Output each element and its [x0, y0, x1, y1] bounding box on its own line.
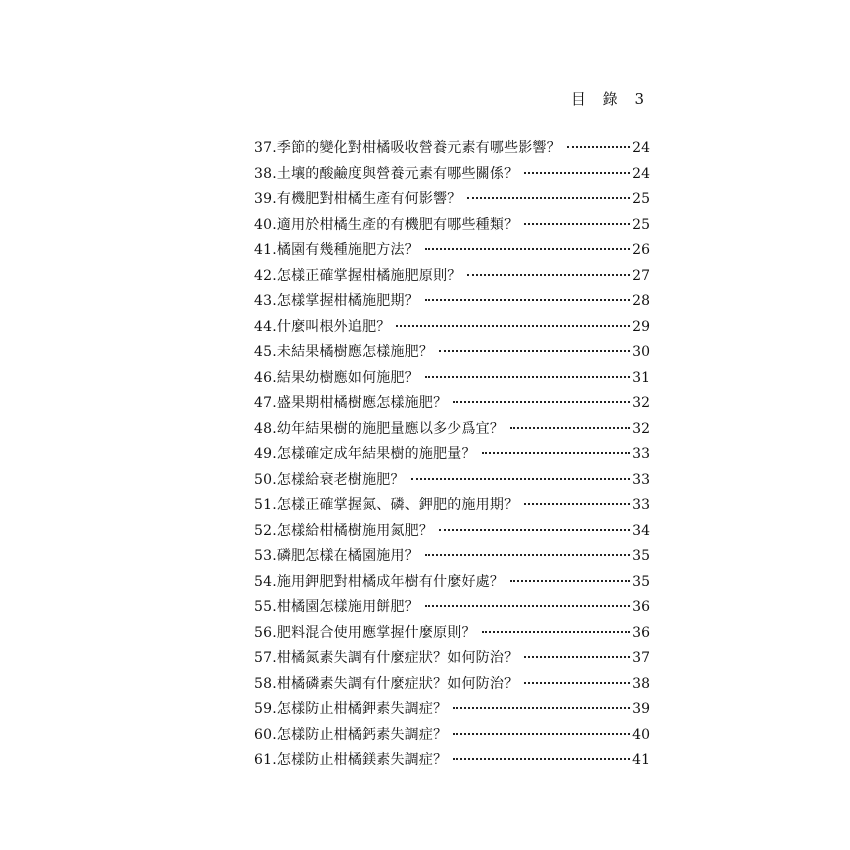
toc-entry [254, 315, 650, 341]
toc-entry-title: 52.怎樣給柑橘樹施用氮肥？ [254, 522, 434, 539]
dot-leader [524, 656, 630, 658]
toc-entry-title: 43.怎樣掌握柑橘施肥期？ [254, 293, 419, 309]
toc-entry-title: 48.幼年結果樹的施肥量應以多少爲宜？ [254, 420, 505, 437]
toc-entry-page-number: 32 [632, 420, 650, 437]
toc-entry-page-number: 38 [632, 675, 650, 692]
toc-entry-title: 54.施用鉀肥對柑橘成年樹有什麼好處？ [254, 573, 505, 590]
toc-entry [254, 162, 650, 188]
toc-entry [254, 442, 650, 468]
toc-entry [254, 187, 650, 213]
dot-leader [425, 605, 630, 607]
toc-entry-title: 55.柑橘園怎樣施用餅肥？ [254, 599, 419, 615]
toc-entry [254, 468, 650, 494]
dot-leader [411, 478, 631, 480]
toc-entry [254, 570, 650, 596]
toc-entry-page-number: 25 [632, 216, 650, 233]
toc-entry-title: 44.什麼叫根外追肥？ [254, 318, 391, 335]
dot-leader [439, 350, 630, 352]
toc-entry [254, 544, 650, 570]
toc-entry [254, 646, 650, 672]
toc-entry-page-number: 34 [632, 522, 650, 539]
dot-leader [453, 401, 630, 403]
toc-entry-page-number: 31 [632, 369, 650, 386]
dot-leader [524, 223, 630, 225]
toc-entry [254, 340, 650, 366]
toc-entry [254, 723, 650, 749]
toc-entry [254, 136, 650, 162]
toc-entry [254, 417, 650, 443]
toc-entry-page-number: 35 [632, 573, 650, 590]
dot-leader [425, 554, 630, 556]
toc-entry-title: 61.怎樣防止柑橘鎂素失調症？ [254, 752, 448, 768]
dot-leader [467, 197, 630, 199]
dot-leader [524, 503, 630, 505]
toc-entry [254, 264, 650, 290]
toc-entry-title: 42.怎樣正確掌握柑橘施肥原則？ [254, 267, 462, 284]
toc-entry-page-number: 25 [632, 191, 650, 207]
toc-entry-page-number: 36 [632, 599, 650, 615]
toc-entry [254, 697, 650, 723]
toc-entry-title: 51.怎樣正確掌握氮、磷、鉀肥的施用期？ [254, 497, 519, 513]
toc-entry-page-number: 40 [632, 726, 650, 743]
toc-entry-page-number: 30 [632, 344, 650, 360]
table-of-contents [254, 136, 650, 774]
running-header [571, 88, 650, 109]
toc-entry-title: 49.怎樣確定成年結果樹的施肥量？ [254, 446, 476, 462]
toc-entry [254, 289, 650, 315]
toc-entry-title: 53.磷肥怎樣在橘園施用？ [254, 548, 419, 564]
toc-entry-title: 57.柑橘氮素失調有什麼症狀？如何防治？ [254, 650, 519, 666]
toc-entry-title: 60.怎樣防止柑橘鈣素失調症？ [254, 726, 448, 743]
dot-leader [510, 427, 630, 429]
toc-entry-page-number: 24 [632, 165, 650, 182]
dot-leader [396, 325, 630, 327]
toc-entry [254, 748, 650, 774]
toc-entry [254, 621, 650, 647]
toc-entry-title: 58.柑橘磷素失調有什麼症狀？如何防治？ [254, 675, 519, 692]
toc-entry [254, 238, 650, 264]
dot-leader [482, 631, 631, 633]
toc-entry-title: 37.季節的變化對柑橘吸收營養元素有哪些影響？ [254, 140, 561, 156]
toc-entry [254, 391, 650, 417]
dot-leader [425, 248, 630, 250]
dot-leader [510, 580, 630, 582]
dot-leader [425, 299, 630, 301]
dot-leader [482, 452, 631, 454]
toc-entry-page-number: 33 [632, 497, 650, 513]
dot-leader [567, 146, 630, 148]
toc-entry-title: 38.土壤的酸鹼度與營養元素有哪些關係？ [254, 165, 519, 182]
toc-entry-title: 47.盛果期柑橘樹應怎樣施肥？ [254, 395, 448, 411]
toc-entry-page-number: 36 [632, 624, 650, 641]
toc-entry-page-number: 28 [632, 293, 650, 309]
header-page-number: 3 [634, 90, 650, 108]
header-section-title: 目 錄 [570, 90, 624, 108]
toc-entry [254, 519, 650, 545]
toc-entry-title: 46.結果幼樹應如何施肥？ [254, 369, 419, 386]
toc-entry-page-number: 39 [632, 701, 650, 717]
toc-entry-page-number: 32 [632, 395, 650, 411]
dot-leader [467, 274, 630, 276]
dot-leader [453, 733, 630, 735]
dot-leader [439, 529, 630, 531]
toc-entry-title: 41.橘園有幾種施肥方法？ [254, 242, 419, 258]
toc-entry-title: 56.肥料混合使用應掌握什麼原則？ [254, 624, 476, 641]
toc-entry-page-number: 33 [632, 471, 650, 488]
toc-entry [254, 672, 650, 698]
dot-leader [453, 707, 630, 709]
toc-entry-page-number: 41 [632, 752, 650, 768]
toc-entry-title: 39.有機肥對柑橘生產有何影響？ [254, 191, 462, 207]
toc-entry [254, 493, 650, 519]
toc-entry-page-number: 24 [632, 140, 650, 156]
toc-entry-page-number: 29 [632, 318, 650, 335]
toc-entry-page-number: 27 [632, 267, 650, 284]
toc-entry-page-number: 37 [632, 650, 650, 666]
toc-entry-title: 59.怎樣防止柑橘鉀素失調症？ [254, 701, 448, 717]
toc-entry [254, 366, 650, 392]
dot-leader [524, 682, 630, 684]
toc-entry-page-number: 26 [632, 242, 650, 258]
toc-entry [254, 213, 650, 239]
dot-leader [425, 376, 630, 378]
toc-entry-title: 45.未結果橘樹應怎樣施肥？ [254, 344, 434, 360]
toc-entry-page-number: 33 [632, 446, 650, 462]
dot-leader [453, 758, 630, 760]
toc-entry [254, 595, 650, 621]
dot-leader [524, 172, 630, 174]
toc-entry-title: 40.適用於柑橘生產的有機肥有哪些種類？ [254, 216, 519, 233]
toc-entry-page-number: 35 [632, 548, 650, 564]
toc-entry-title: 50.怎樣給衰老樹施肥？ [254, 471, 405, 488]
